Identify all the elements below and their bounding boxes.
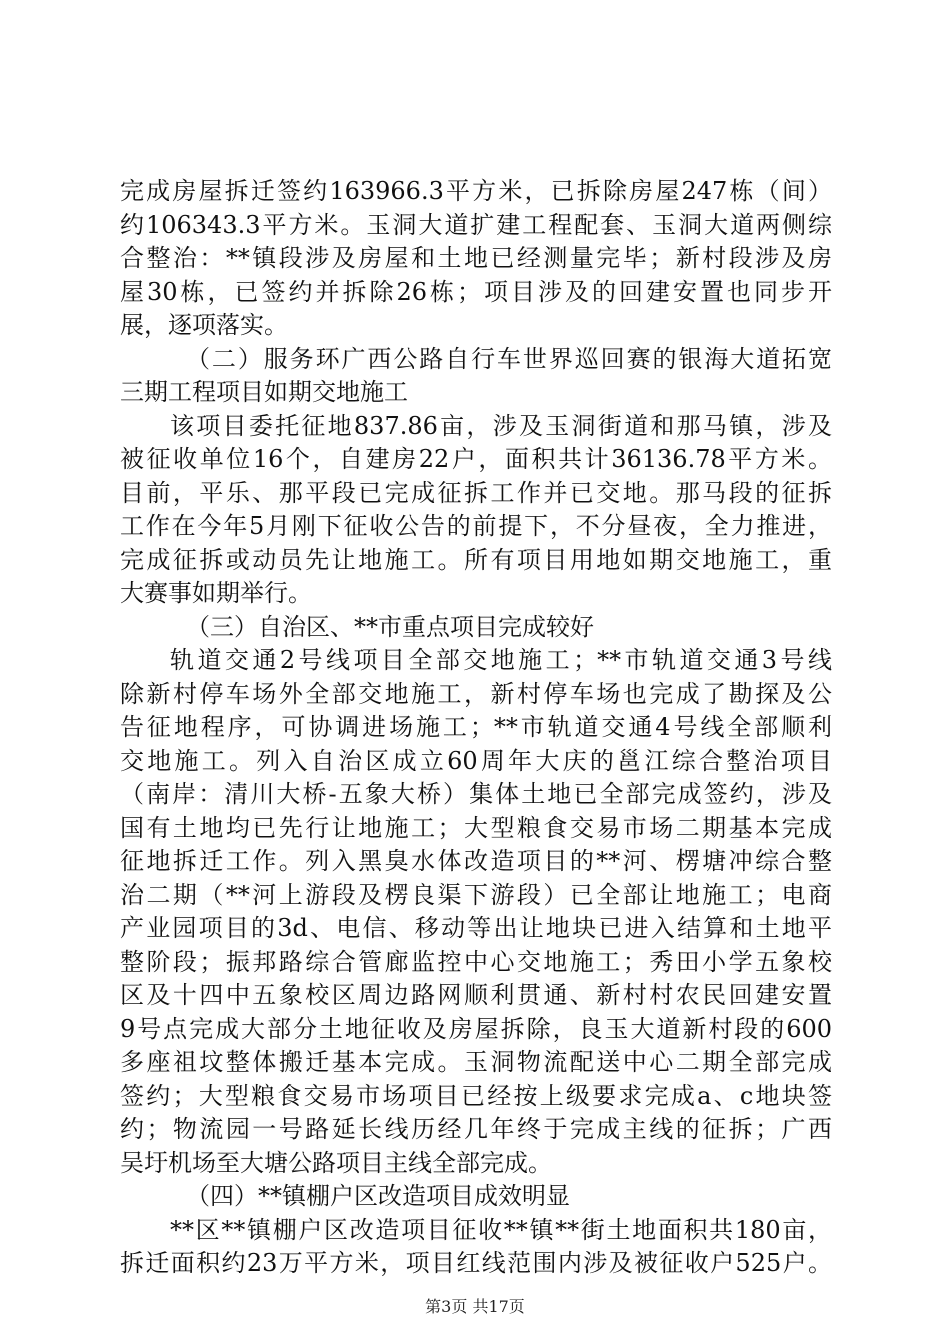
text-line: （南岸：清川大桥-五象大桥）集体土地已全部完成签约，涉及 <box>120 780 832 808</box>
text-line: 被征收单位16个，自建房22户，面积共计36136.78平方米。 <box>120 445 832 473</box>
section-heading: （二）服务环广西公路自行车世界巡回赛的银海大道拓宽 <box>186 345 832 373</box>
text-line: 大赛事如期举行。 <box>120 579 312 607</box>
text-line: 完成征拆或动员先让地施工。所有项目用地如期交地施工，重 <box>120 546 832 574</box>
text-line: 该项目委托征地837.86亩，涉及玉洞街道和那马镇，涉及 <box>170 412 832 440</box>
text-line: 多座祖坟整体搬迁基本完成。玉洞物流配送中心二期全部完成 <box>120 1048 832 1076</box>
section-heading: 三期工程项目如期交地施工 <box>120 378 408 406</box>
section-heading: （四）**镇棚户区改造项目成效明显 <box>186 1182 570 1210</box>
text-line: 展，逐项落实。 <box>120 311 288 339</box>
text-line: 吴圩机场至大塘公路项目主线全部完成。 <box>120 1149 552 1177</box>
text-line: 工作在今年5月刚下征收公告的前提下，不分昼夜，全力推进， <box>120 512 832 540</box>
text-line: 轨道交通2号线项目全部交地施工；**市轨道交通3号线 <box>170 646 832 674</box>
text-line: 9号点完成大部分土地征收及房屋拆除，良玉大道新村段的600 <box>120 1015 832 1043</box>
page-footer: 第3页 共17页 <box>425 1297 525 1316</box>
text-line: 除新村停车场外全部交地施工，新村停车场也完成了勘探及公 <box>120 680 832 708</box>
text-line: 产业园项目的3d、电信、移动等出让地块已进入结算和土地平 <box>120 914 832 942</box>
text-line: 合整治：**镇段涉及房屋和土地已经测量完毕；新村段涉及房 <box>120 244 832 272</box>
text-line: 屋30栋，已签约并拆除26栋；项目涉及的回建安置也同步开 <box>120 278 832 306</box>
text-line: 国有土地均已先行让地施工；大型粮食交易市场二期基本完成 <box>120 814 832 842</box>
text-line: 区及十四中五象校区周边路网顺利贯通、新村村农民回建安置 <box>120 981 832 1009</box>
text-line: 签约；大型粮食交易市场项目已经按上级要求完成a、c地块签 <box>120 1082 832 1110</box>
text-line: 整阶段；振邦路综合管廊监控中心交地施工；秀田小学五象校 <box>120 948 832 976</box>
section-heading: （三）自治区、**市重点项目完成较好 <box>186 613 594 641</box>
text-line: 交地施工。列入自治区成立60周年大庆的邕江综合整治项目 <box>120 747 832 775</box>
text-line: 征地拆迁工作。列入黑臭水体改造项目的**河、楞塘冲综合整 <box>120 847 832 875</box>
text-line: 拆迁面积约23万平方米，项目红线范围内涉及被征收户525户。 <box>120 1249 832 1277</box>
text-line: 告征地程序，可协调进场施工；**市轨道交通4号线全部顺利 <box>120 713 832 741</box>
text-line: 约106343.3平方米。玉洞大道扩建工程配套、玉洞大道两侧综 <box>120 211 832 239</box>
text-line: 治二期（**河上游段及楞良渠下游段）已全部让地施工；电商 <box>120 881 832 909</box>
text-line: **区**镇棚户区改造项目征收**镇**街土地面积共180亩， <box>170 1216 832 1244</box>
text-line: 完成房屋拆迁签约163966.3平方米，已拆除房屋247栋（间） <box>120 177 832 205</box>
text-line: 目前，平乐、那平段已完成征拆工作并已交地。那马段的征拆 <box>120 479 832 507</box>
text-line: 约；物流园一号路延长线历经几年终于完成主线的征拆；广西 <box>120 1115 832 1143</box>
